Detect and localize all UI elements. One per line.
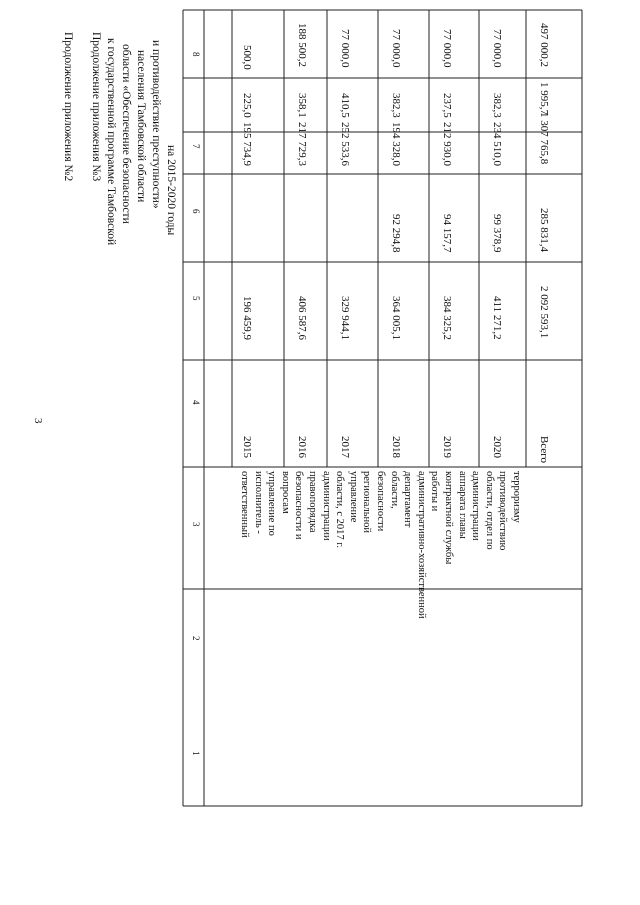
year-cell: 2019: [441, 436, 453, 458]
executor-text-line: ответственный: [239, 471, 250, 538]
appendix-line-3: области «Обеспечение безопасности: [120, 44, 132, 224]
col7-value: 410,5: [339, 93, 351, 118]
col7-value: 237,5: [441, 93, 453, 118]
col8-value: 500,0: [241, 45, 253, 70]
executor-text-line: аппарата главы: [456, 471, 468, 539]
col6-value: 1 307 765,8: [538, 111, 550, 164]
column-number-5: 5: [191, 296, 201, 301]
executor-text-line: управление по: [266, 471, 278, 536]
col6-value: 195 734,9: [241, 122, 253, 167]
column-number-1: 1: [191, 751, 201, 756]
col8-value: 77 000,0: [339, 28, 351, 68]
col8-value: 188 500,2: [296, 23, 308, 68]
executor-text-line: контрактной службы: [443, 471, 454, 565]
col5-value: 285 831,4: [538, 208, 550, 253]
executor-text-line: правопорядка: [307, 471, 318, 533]
appendix-line-6: на 2015-2020 годы: [165, 145, 177, 236]
executor-text-line: региональной: [361, 471, 373, 533]
col5-value: 94 157,7: [441, 213, 453, 253]
executor-text-line: терроризму: [511, 471, 522, 523]
executor-text-line: администрации: [470, 471, 482, 541]
col7-value: 225,0: [241, 93, 253, 118]
col4-value: 329 944,1: [339, 296, 351, 341]
col5-value: 99 378,9: [491, 213, 503, 253]
col6-value: 252 533,6: [339, 122, 351, 167]
col4-value: 384 325,2: [441, 296, 453, 341]
executor-text-line: исполнитель -: [252, 471, 264, 534]
col6-value: 212 930,0: [441, 122, 453, 167]
executor-text-line: работы и: [429, 471, 441, 512]
col5-value: 92 294,8: [390, 213, 402, 253]
continuation-title: Продолжение приложения №2: [62, 32, 74, 182]
col7-value: 382,3: [491, 93, 503, 118]
executor-text-line: административно-хозяйственной: [415, 471, 427, 619]
col4-value: 2 092 593,1: [538, 285, 550, 338]
year-cell: 2015: [241, 436, 253, 458]
col8-value: 497 000,2: [538, 23, 550, 68]
executor-text-line: департамент: [402, 471, 414, 528]
column-number-8: 8: [191, 52, 201, 57]
column-number-7: 7: [191, 144, 201, 149]
col4-value: 364 005,1: [390, 296, 402, 341]
col8-value: 77 000,0: [441, 28, 453, 68]
year-cell: Всего: [538, 436, 550, 463]
column-number-2: 2: [191, 636, 201, 641]
executor-text-line: вопросам: [279, 471, 291, 514]
year-cell: 2016: [296, 436, 308, 458]
column-number-4: 4: [191, 400, 201, 405]
col4-value: 406 587,6: [296, 296, 308, 341]
executor-text-line: области,: [388, 471, 400, 509]
col6-value: 194 328,0: [390, 122, 402, 167]
appendix-line-5: и противодействие преступности»: [150, 40, 162, 209]
col7-value: 1 995,7: [538, 82, 550, 116]
executor-text-line: области, с 2017 г.: [334, 471, 346, 549]
executor-text-line: администрации: [320, 471, 332, 541]
executor-text-line: управление: [347, 471, 359, 523]
executor-text-line: области, отдел по: [483, 471, 495, 550]
col8-value: 77 000,0: [491, 28, 503, 68]
year-cell: 2020: [491, 436, 503, 458]
col4-value: 196 459,9: [241, 296, 253, 341]
executor-text-line: противодействию: [497, 471, 509, 551]
col6-value: 217 729,3: [296, 122, 308, 167]
col8-value: 77 000,0: [390, 28, 402, 68]
appendix-line-4: населения Тамбовской области: [135, 50, 147, 203]
appendix-line-2: к государственной программе Тамбовской: [105, 38, 117, 246]
appendix-line-1: Продолжение приложения №3: [90, 32, 102, 182]
col7-value: 358,1: [296, 93, 308, 118]
page-number: 3: [32, 418, 44, 424]
executor-text-line: безопасности и: [293, 471, 305, 540]
executor-text-line: безопасности: [375, 471, 386, 532]
column-number-3: 3: [191, 522, 201, 527]
col7-value: 382,3: [390, 93, 402, 118]
year-cell: 2017: [339, 436, 351, 458]
year-cell: 2018: [390, 436, 402, 458]
col6-value: 234 510,0: [491, 122, 503, 167]
col4-value: 411 271,2: [491, 296, 503, 340]
column-number-6: 6: [191, 209, 201, 214]
